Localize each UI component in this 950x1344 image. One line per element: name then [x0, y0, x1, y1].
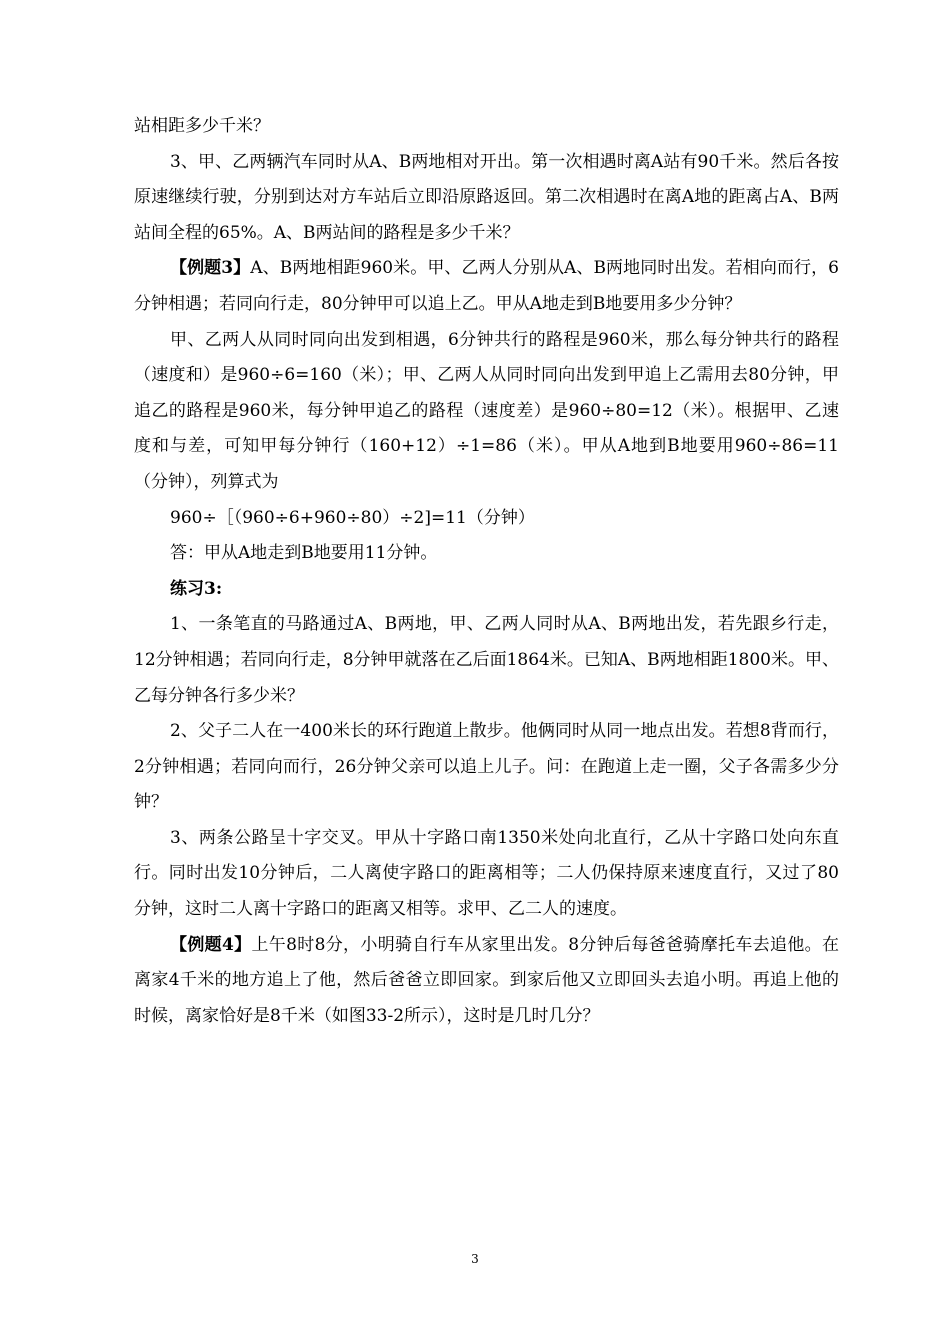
practice-3-question-3: 3、两条公路呈十字交叉。甲从十字路口南1350米处向北直行，乙从十字路口处向东直行。同时出发10分钟后，二人离使字路口的距离相等；二人仍保持原来速度直行，又过了80分钟，这时二人离十字路口的距离又相等。求甲、乙二人的速度。: [134, 827, 839, 920]
page-content: [134, 109, 839, 1034]
example-3: [134, 251, 839, 322]
practice-3-question-2: 2、父子二人在一400米长的环行跑道上散步。他俩同时从同一地点出发。若想8背而行，2分钟相遇；若同向而行，26分钟父亲可以追上儿子。问：在跑道上走一圈，父子各需多少分钟？: [134, 721, 839, 813]
paragraph-continuation: 站相距多少千米？: [134, 116, 270, 136]
page-number: 3: [471, 1252, 479, 1266]
example-3-formula: 960÷［（960÷6+960÷80）÷2]=11（分钟）: [170, 507, 535, 528]
practice-3-question-1: 1、一条笔直的马路通过A、B两地，甲、乙两人同时从A、B两地出发，若先跟乡行走，12分钟相遇；若同向行走，8分钟甲就落在乙后面1864米。已知A、B两地相距1800米。甲、乙每分钟各行多少米？: [134, 614, 839, 706]
example-3-text: A、B两地相距960米。甲、乙两人分别从A、B两地同时出发。若相向而行，6分钟相遇；若同向行走，80分钟甲可以追上乙。甲从A地走到B地要用多少分钟？: [134, 258, 839, 314]
example-4: [134, 928, 839, 1035]
example-3-answer: 答：甲从A地走到B地要用11分钟。: [170, 543, 438, 564]
example-3-label: 【例题3】: [170, 258, 251, 279]
practice-3-heading: 练习3:: [170, 578, 223, 599]
example-3-solution: 甲、乙两人从同时同向出发到相遇，6分钟共行的路程是960米，那么每分钟共行的路程（速度和）是960÷6=160（米）；甲、乙两人从同时同向出发到甲追上乙需用去80分钟，甲追乙的路程是960米，每分钟甲追乙的路程（速度差）是960÷80=12（米）。根据甲、乙速度和与差，可知甲每分钟行（160+12）÷1=86（米）。甲从A地到B地要用960÷86=11（分钟），列算式为: [134, 329, 839, 492]
example-4-text: 上午8时8分，小明骑自行车从家里出发。8分钟后每爸爸骑摩托车去追他。在离家4千米的地方追上了他，然后爸爸立即回家。到家后他又立即回头去追小明。再追上他的时候，离家恰好是8千米（如图33-2所示），这时是几时几分？: [134, 934, 839, 1026]
example-4-label: 【例题4】: [170, 934, 252, 955]
exercise-2-question-3: 3、甲、乙两辆汽车同时从A、B两地相对开出。第一次相遇时离A站有90千米。然后各按原速继续行驶，分别到达对方车站后立即沿原路返回。第二次相遇时在离A地的距离占A、B两站间全程的65%。A、B两站间的路程是多少千米？: [134, 151, 839, 243]
